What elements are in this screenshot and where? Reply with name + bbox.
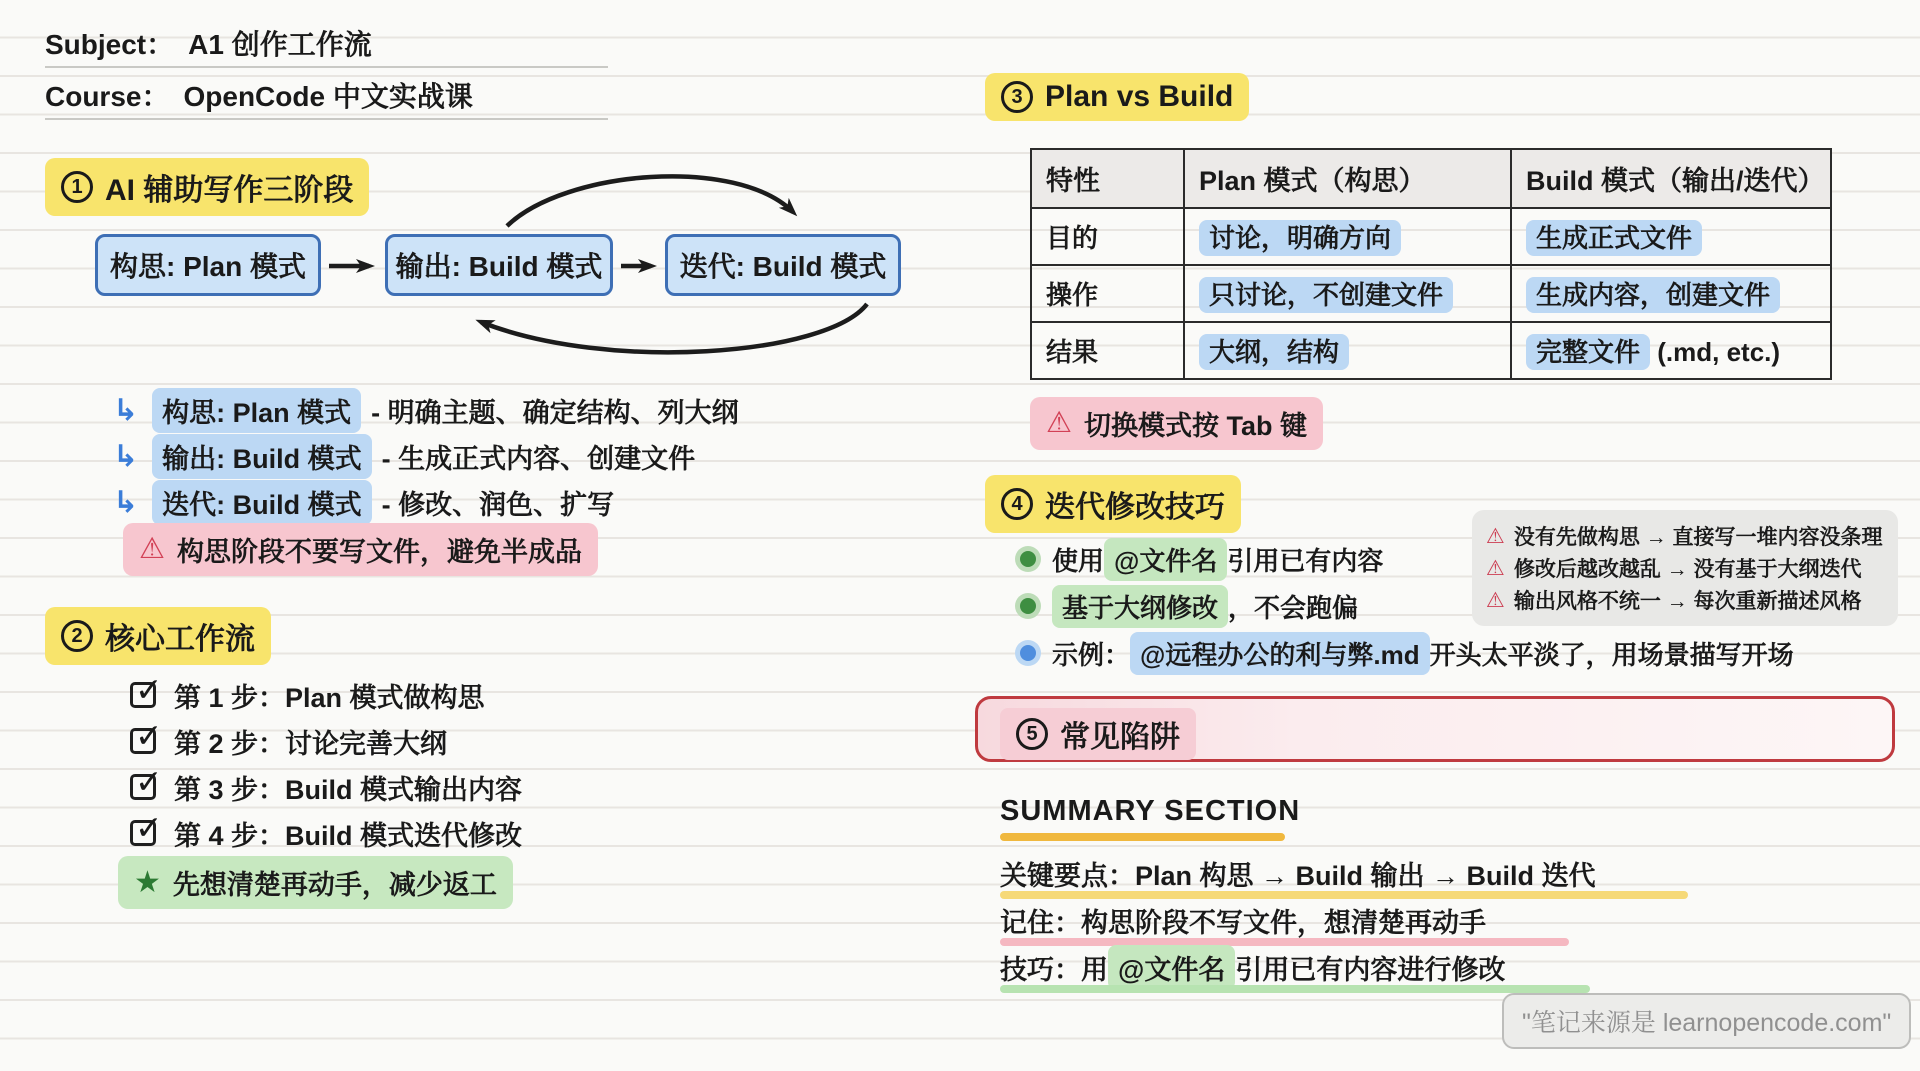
warning-icon: ⚠ <box>139 533 165 565</box>
cell-value: 大纲，结构 <box>1199 334 1349 370</box>
section4-title <box>985 475 1241 533</box>
workflow-step-text: 第 2 步：讨论完善大纲 <box>174 728 448 759</box>
section1-title-label: AI 辅助写作三阶段 <box>105 174 354 207</box>
course-label: Course： <box>45 81 170 112</box>
pitfall-text: 没有先做构思 → 直接写一堆内容没条理 <box>1513 526 1883 549</box>
circled-number-icon: 4 <box>1001 488 1033 520</box>
summary-heading-underline <box>1000 833 1285 841</box>
tip-post: ，不会跑偏 <box>1228 592 1359 623</box>
table-row <box>1031 208 1831 265</box>
tip-bullet <box>1020 537 1383 581</box>
flow-box-iterate-label: 迭代: Build 模式 <box>679 251 887 282</box>
workflow-step <box>130 671 485 715</box>
plan-cell <box>1184 208 1511 265</box>
subject-label: Subject： <box>45 29 175 60</box>
warning-icon: ⚠ <box>1486 588 1505 612</box>
checked-checkbox-icon <box>130 763 163 800</box>
section5-title-label: 常见陷阱 <box>1060 721 1180 754</box>
check-icon: ✓ <box>135 763 163 800</box>
pitfall-text: 输出风格不统一 → 每次重新描述风格 <box>1513 590 1862 613</box>
circled-number-icon: 2 <box>61 620 93 652</box>
workflow-step-text: 第 3 步：Build 模式输出内容 <box>174 774 523 805</box>
section1-warning-text: 构思阶段不要写文件，避免半成品 <box>177 537 582 567</box>
plan-cell <box>1184 322 1511 379</box>
flow-box-iterate <box>665 234 901 296</box>
summary-heading: SUMMARY SECTION <box>1000 795 1301 827</box>
cell-value: 生成内容，创建文件 <box>1526 277 1780 313</box>
cell-note: (.md, etc.) <box>1657 337 1781 367</box>
subject-row <box>45 20 608 68</box>
stage-tag: 构思: Plan 模式 <box>152 388 361 433</box>
row-label: 操作 <box>1031 265 1184 322</box>
table-header-row <box>1031 149 1831 208</box>
workflow-step-text: 第 1 步：Plan 模式做构思 <box>174 682 485 713</box>
section3-title <box>985 73 1249 121</box>
right-column <box>985 55 1900 1055</box>
workflow-step <box>130 763 523 807</box>
table-header: Build 模式（输出/迭代） <box>1511 149 1831 208</box>
flow-diagram <box>45 170 945 370</box>
cell-value: 完整文件 <box>1526 334 1650 370</box>
table-header: 特性 <box>1031 149 1184 208</box>
summary-underline-green <box>1000 985 1590 993</box>
tip-bullet-example <box>1020 631 1794 675</box>
row-label: 目的 <box>1031 208 1184 265</box>
cell-value: 只讨论，不创建文件 <box>1199 277 1453 313</box>
plan-cell <box>1184 265 1511 322</box>
row-label: 结果 <box>1031 322 1184 379</box>
summary-text: 关键要点：Plan 构思 → Build 输出 → Build 迭代 <box>1000 860 1596 891</box>
pitfall-text: 修改后越改越乱 → 没有基于大纲迭代 <box>1513 558 1862 581</box>
warning-icon: ⚠ <box>1486 556 1505 580</box>
stage-bullet-build <box>113 434 695 478</box>
stage-bullet-iterate <box>113 480 614 524</box>
section2-title-label: 核心工作流 <box>105 623 255 656</box>
workflow-step <box>130 717 448 761</box>
pitfalls-card <box>1472 510 1898 626</box>
summary-text: 技巧：用 <box>1000 954 1108 985</box>
workflow-step-text: 第 4 步：Build 模式迭代修改 <box>174 820 523 851</box>
check-icon: ✓ <box>135 671 163 708</box>
tip-highlight: @文件名 <box>1104 538 1227 581</box>
section1-warning <box>123 523 598 576</box>
checked-checkbox-icon <box>130 717 163 754</box>
tip-post: 引用已有内容 <box>1227 545 1384 576</box>
build-cell <box>1511 322 1831 379</box>
section3-warning-text: 切换模式按 Tab 键 <box>1084 411 1308 441</box>
stage-desc: - 生成正式内容、创建文件 <box>381 443 696 474</box>
summary-line-remember <box>1000 900 1486 940</box>
tip-pre: 示例： <box>1052 639 1131 670</box>
green-dot-icon <box>1020 598 1036 614</box>
summary-line-key <box>1000 853 1596 893</box>
circled-number-icon: 1 <box>61 171 93 203</box>
checked-checkbox-icon <box>130 671 163 708</box>
star-icon: ★ <box>134 865 161 899</box>
flow-box-build-label: 输出: Build 模式 <box>395 251 603 282</box>
warning-icon: ⚠ <box>1046 407 1072 439</box>
tip-highlight: 基于大纲修改 <box>1052 585 1228 628</box>
stage-tag: 迭代: Build 模式 <box>152 480 371 525</box>
section2-tip-text: 先想清楚再动手，减少返工 <box>172 870 497 900</box>
flow-box-plan-label: 构思: Plan 模式 <box>109 251 306 282</box>
workflow-step <box>130 809 523 853</box>
source-watermark: "笔记来源是 learnopencode.com" <box>1502 993 1911 1049</box>
stage-tag: 输出: Build 模式 <box>152 434 371 479</box>
tip-post: 开头太平淡了，用场景描写开场 <box>1429 639 1794 670</box>
left-column <box>45 20 950 1050</box>
course-row <box>45 72 608 120</box>
check-icon: ✓ <box>135 717 163 754</box>
pitfall-item <box>1486 584 1884 616</box>
cell-value: 讨论，明确方向 <box>1199 220 1401 256</box>
section5-box <box>975 696 1895 762</box>
course-value: OpenCode 中文实战课 <box>183 81 473 112</box>
tip-bullet <box>1020 584 1358 628</box>
section4-title-label: 迭代修改技巧 <box>1045 491 1225 524</box>
section2-title <box>45 607 271 665</box>
check-icon: ✓ <box>135 809 163 846</box>
pitfall-item <box>1486 552 1884 584</box>
tip-highlight: @远程办公的利与弊.md <box>1130 632 1430 675</box>
stage-desc: - 修改、润色、扩写 <box>381 489 615 520</box>
tip-pre: 使用 <box>1052 545 1105 576</box>
summary-underline-pink <box>1000 938 1569 946</box>
plan-vs-build-table <box>1030 148 1832 380</box>
loop-arrow-top <box>507 176 793 226</box>
summary-text: 引用已有内容进行修改 <box>1235 954 1506 985</box>
branch-arrow-icon: ↳ <box>113 393 139 427</box>
green-dot-icon <box>1020 551 1036 567</box>
blue-dot-icon <box>1020 645 1036 661</box>
cell-value: 生成正式文件 <box>1526 220 1702 256</box>
summary-underline-yellow <box>1000 891 1688 899</box>
branch-arrow-icon: ↳ <box>113 439 139 473</box>
table-row <box>1031 265 1831 322</box>
table-row <box>1031 322 1831 379</box>
flow-box-build <box>385 234 613 296</box>
circled-number-icon: 5 <box>1016 718 1048 750</box>
section3-title-label: Plan vs Build <box>1045 80 1234 113</box>
loop-arrow-bottom <box>481 304 867 352</box>
stage-desc: - 明确主题、确定结构、列大纲 <box>371 397 739 428</box>
flow-box-plan <box>95 234 321 296</box>
checked-checkbox-icon <box>130 809 163 846</box>
build-cell <box>1511 208 1831 265</box>
table-header: Plan 模式（构思） <box>1184 149 1511 208</box>
subject-value: A1 创作工作流 <box>188 29 372 60</box>
summary-text: 记住：构思阶段不写文件，想清楚再动手 <box>1000 907 1486 938</box>
section2-tip <box>118 856 513 909</box>
pitfall-item <box>1486 520 1884 552</box>
build-cell <box>1511 265 1831 322</box>
summary-line-skill <box>1000 947 1505 987</box>
branch-arrow-icon: ↳ <box>113 485 139 519</box>
summary-highlight: @文件名 <box>1108 945 1235 990</box>
stage-bullet-plan <box>113 388 739 432</box>
section5-title <box>1000 708 1196 760</box>
section3-warning <box>1030 397 1323 450</box>
warning-icon: ⚠ <box>1486 524 1505 548</box>
circled-number-icon: 3 <box>1001 81 1033 113</box>
